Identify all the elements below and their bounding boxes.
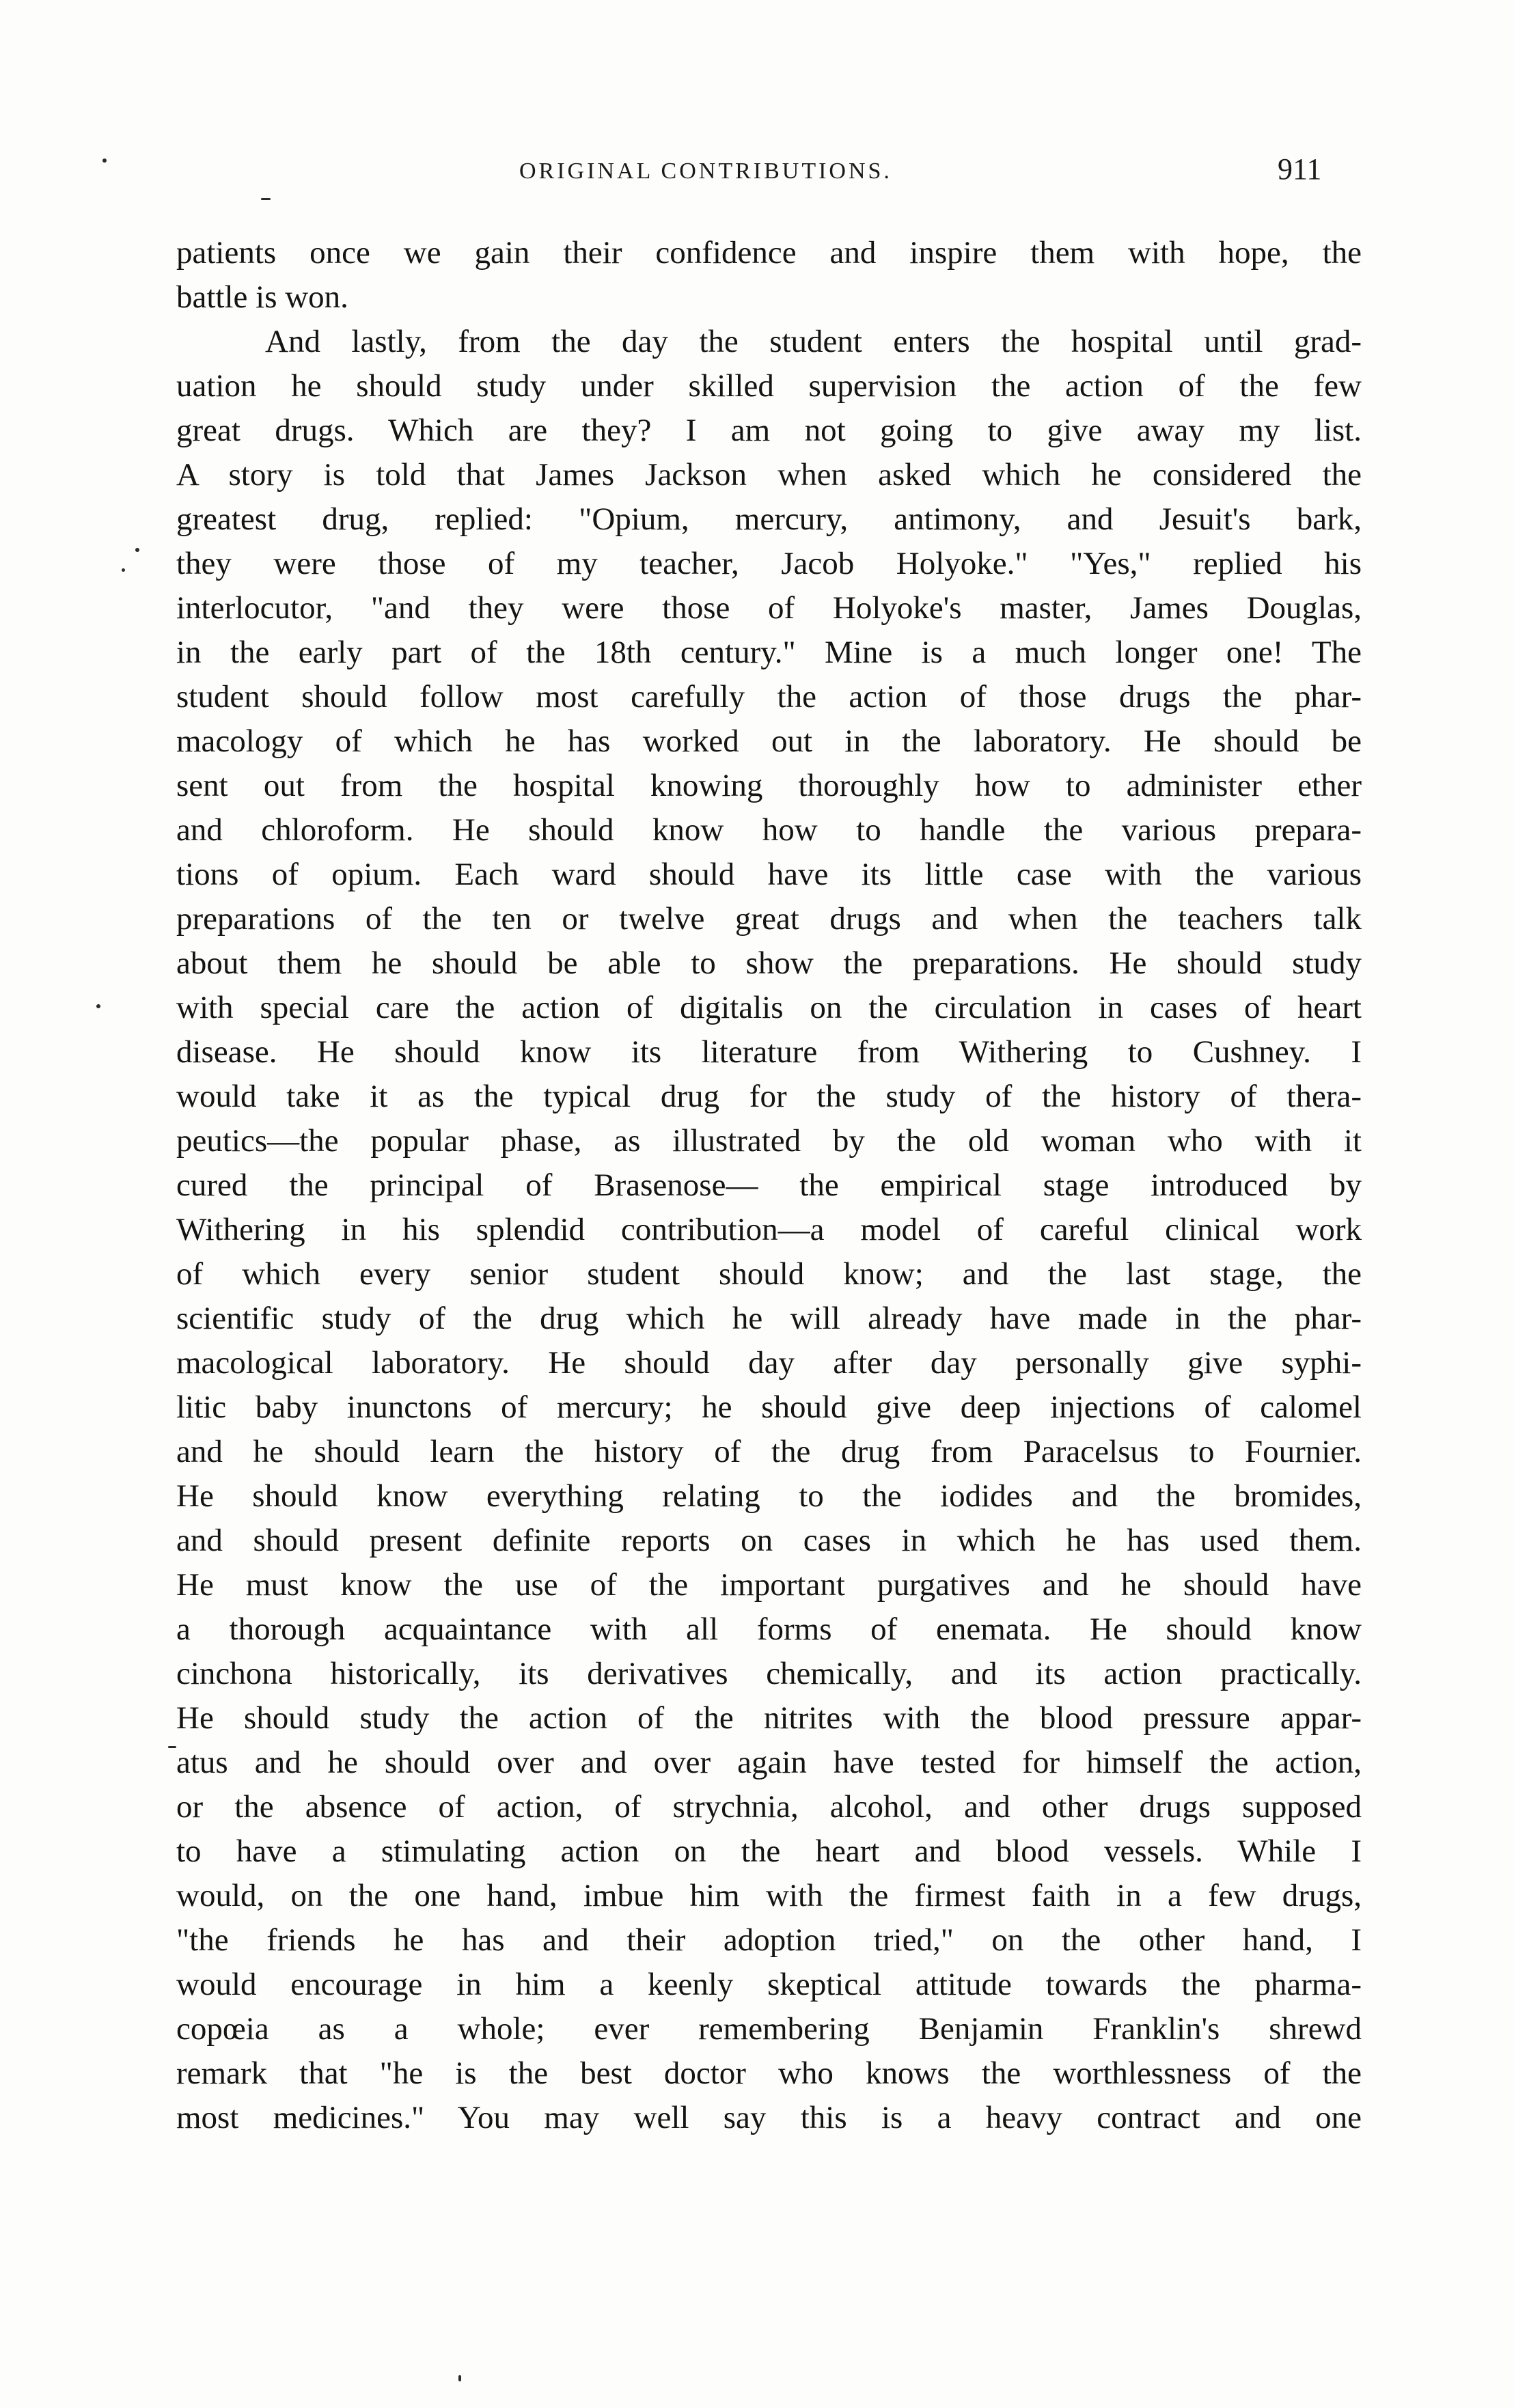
text-line: battle is won. [176,279,348,315]
text-line: in the early part of the 18th century." Mine is a much longer one! The [176,635,1362,670]
text-line: scientific study of the drug which he will already have made in the phar- [176,1301,1362,1336]
text-line: peutics—the popular phase, as illustrated by the old woman who with it [176,1123,1362,1159]
margin-speck [458,2375,461,2381]
text-line: cured the principal of Brasenose— the empirical stage introduced by [176,1167,1362,1203]
margin-speck [168,1746,176,1748]
text-line: macology of which he has worked out in the laboratory. He should be [176,723,1362,759]
text-line: And lastly, from the day the student enters the hospital until grad- [265,324,1362,359]
text-line: sent out from the hospital knowing thoroughly how to administer ether [176,768,1362,803]
text-line: patients once we gain their confidence and inspire them with hope, the [176,235,1362,271]
margin-speck [122,568,125,572]
text-line: Withering in his splendid contribution—a model of careful clinical work [176,1212,1362,1247]
text-line: student should follow most carefully the action of those drugs the phar- [176,679,1362,715]
text-line: "the friends he has and their adoption tried," on the other hand, I [176,1922,1362,1958]
text-line: A story is told that James Jackson when asked which he considered the [176,457,1362,493]
text-line: cinchona historically, its derivatives chemically, and its action practically. [176,1656,1362,1691]
text-line: would take it as the typical drug for the study of the history of thera- [176,1079,1362,1114]
text-line: they were those of my teacher, Jacob Holyoke." "Yes," replied his [176,546,1362,581]
margin-speck [96,1004,100,1008]
text-line: of which every senior student should know; and the last stage, the [176,1256,1362,1292]
text-line: would encourage in him a keenly skeptical attitude towards the pharma- [176,1967,1362,2002]
text-line: with special care the action of digitalis on the circulation in cases of heart [176,990,1362,1025]
text-line: preparations of the ten or twelve great drugs and when the teachers talk [176,901,1362,937]
text-line: great drugs. Which are they? I am not going to give away my list. [176,413,1362,448]
text-line: most medicines." You may well say this is a heavy contract and one [176,2100,1362,2135]
text-line: or the absence of action, of strychnia, alcohol, and other drugs supposed [176,1789,1362,1825]
text-line: He should know everything relating to the iodides and the bromides, [176,1478,1362,1514]
text-line: remark that "he is the best doctor who knows the worthlessness of the [176,2056,1362,2091]
body-text [176,231,1362,2140]
text-line: and he should learn the history of the drug from Paracelsus to Fournier. [176,1434,1362,1469]
text-line: would, on the one hand, imbue him with the firmest faith in a few drugs, [176,1878,1362,1913]
text-line: litic baby inunctons of mercury; he should give deep injections of calomel [176,1389,1362,1425]
text-line: He must know the use of the important purgatives and he should have [176,1567,1362,1603]
running-head: ORIGINAL CONTRIBUTIONS. [519,158,892,184]
text-line: atus and he should over and over again have tested for himself the action, [176,1745,1362,1780]
text-line: and should present definite reports on cases in which he has used them. [176,1523,1362,1558]
margin-speck [135,548,139,552]
text-line: macological laboratory. He should day after day personally give syphi- [176,1345,1362,1381]
text-line: uation he should study under skilled supervision the action of the few [176,368,1362,404]
text-line: and chloroform. He should know how to handle the various prepara- [176,812,1362,848]
margin-speck [102,158,107,163]
text-line: a thorough acquaintance with all forms of enemata. He should know [176,1611,1362,1647]
text-line: copœia as a whole; ever remembering Benjamin Franklin's shrewd [176,2011,1362,2047]
text-line: greatest drug, replied: "Opium, mercury, antimony, and Jesuit's bark, [176,501,1362,537]
margin-speck [261,198,271,200]
text-line: He should study the action of the nitrites with the blood pressure appar- [176,1700,1362,1736]
text-line: about them he should be able to show the preparations. He should study [176,945,1362,981]
text-line: to have a stimulating action on the heart and blood vessels. While I [176,1833,1362,1869]
text-line: tions of opium. Each ward should have its little case with the various [176,857,1362,892]
page-number: 911 [1278,152,1322,186]
text-line: interlocutor, "and they were those of Holyoke's master, James Douglas, [176,590,1362,626]
text-line: disease. He should know its literature from Withering to Cushney. I [176,1034,1362,1070]
